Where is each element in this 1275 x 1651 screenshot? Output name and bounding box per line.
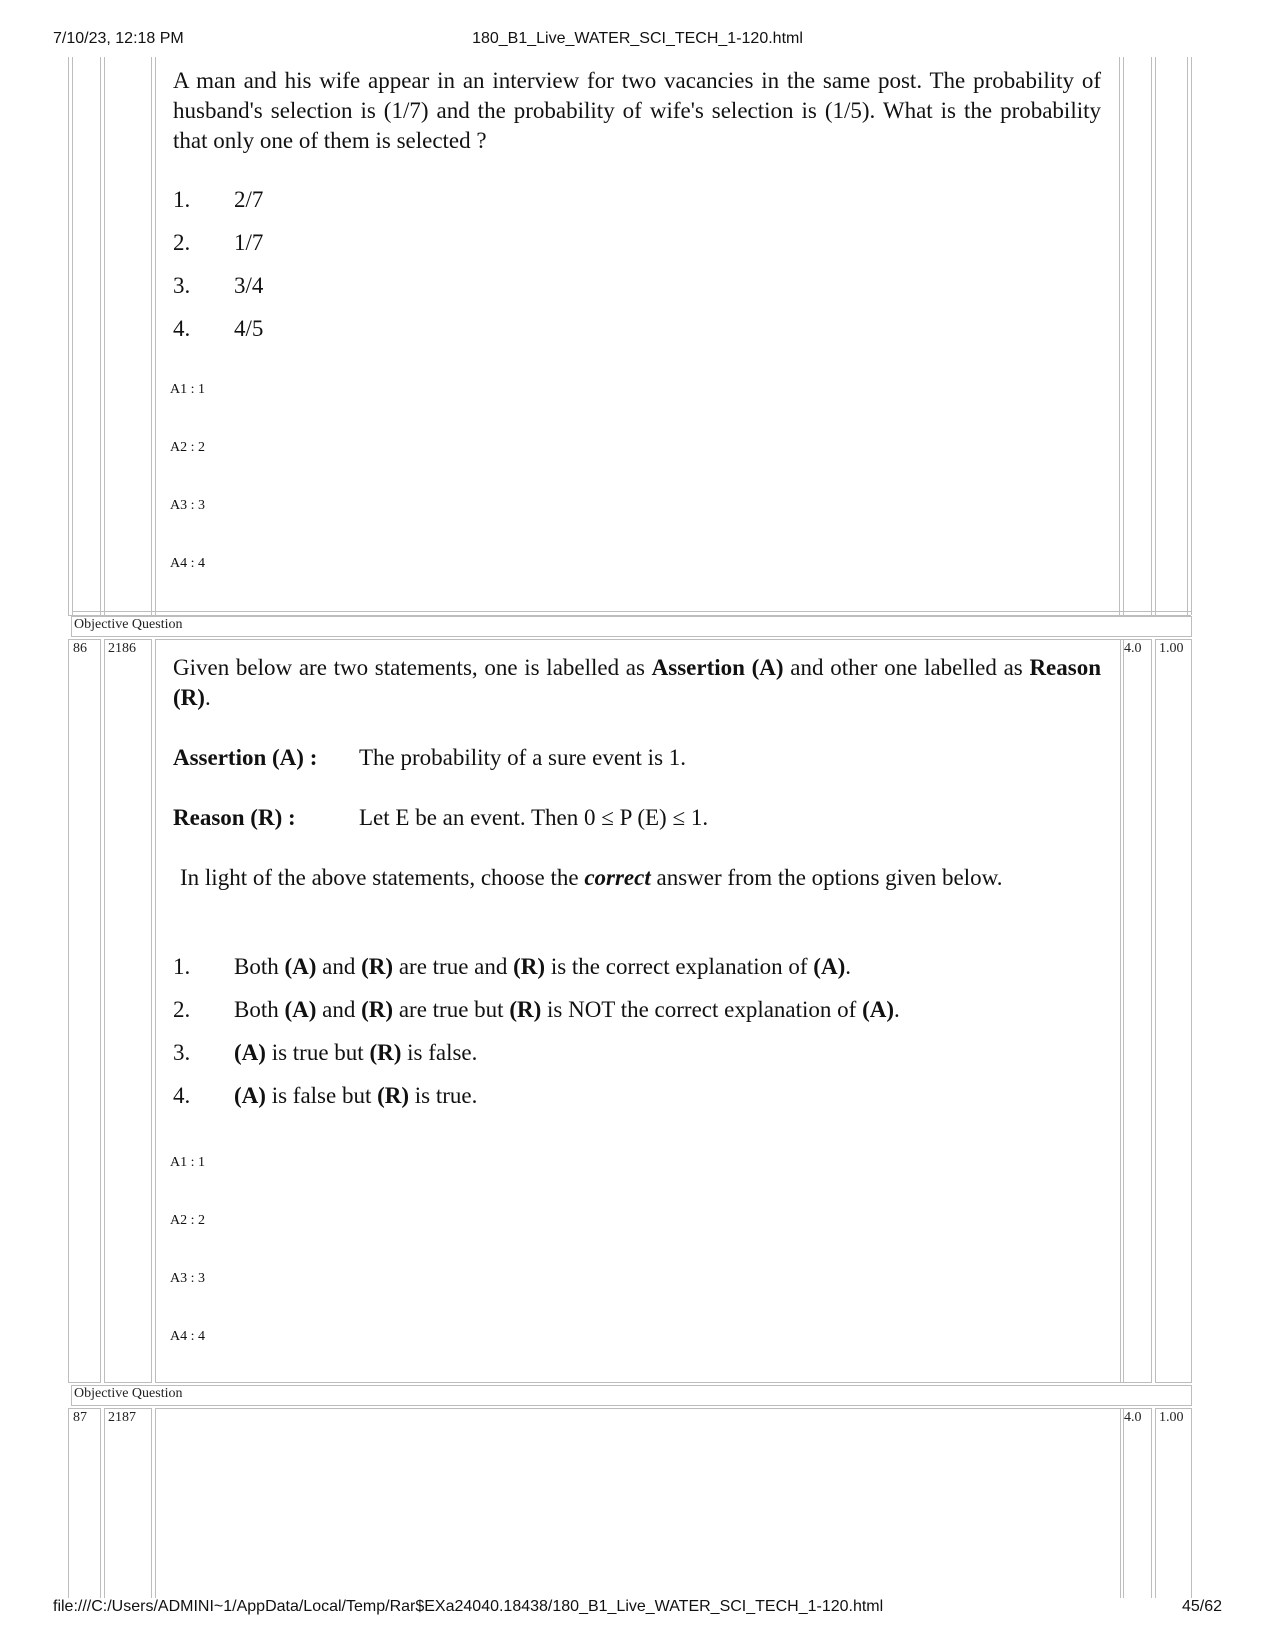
answer-label: A3 : 3 bbox=[170, 498, 205, 513]
option-4: 4. 4/5 bbox=[173, 316, 264, 341]
assertion-statement bbox=[173, 743, 686, 773]
answer-label: A4 : 4 bbox=[170, 556, 205, 571]
question-id: 2187 bbox=[108, 1410, 136, 1425]
question-type-label: Objective Question bbox=[74, 617, 183, 632]
question-id: 2186 bbox=[108, 641, 136, 656]
print-header bbox=[0, 30, 1275, 52]
question-serial: 86 bbox=[73, 641, 87, 656]
question-86-intro: Given below are two statements, one is labelled as Assertion (A) and other one labelled as Reason (R). bbox=[173, 655, 1101, 710]
question-negative-marks: 1.00 bbox=[1159, 641, 1184, 656]
question-negative-marks: 1.00 bbox=[1159, 1410, 1184, 1425]
option-2: 2. Both (A) and (R) are true but (R) is NOT the correct explanation of (A). bbox=[173, 997, 900, 1022]
question-type-row bbox=[71, 1385, 1192, 1406]
option-3: 3. (A) is true but (R) is false. bbox=[173, 1040, 478, 1065]
print-page-title: 180_B1_Live_WATER_SCI_TECH_1-120.html bbox=[472, 30, 803, 47]
option-1: 1. Both (A) and (R) are true and (R) is the correct explanation of (A). bbox=[173, 954, 851, 979]
question-type-label: Objective Question bbox=[74, 1386, 183, 1401]
question-86-instruction: In light of the above statements, choose the correct answer from the options given below. bbox=[180, 865, 1003, 890]
option-3: 3. 3/4 bbox=[173, 273, 264, 298]
option-2: 2. 1/7 bbox=[173, 230, 264, 255]
reason-text: Let E be an event. Then 0 ≤ P (E) ≤ 1. bbox=[359, 805, 709, 830]
reason-statement bbox=[173, 803, 708, 833]
assertion-label: Assertion (A) : bbox=[173, 745, 318, 770]
question-serial: 87 bbox=[73, 1410, 87, 1425]
print-datetime: 7/10/23, 12:18 PM bbox=[53, 30, 184, 47]
print-page-number: 45/62 bbox=[1181, 1598, 1222, 1615]
question-85-text: A man and his wife appear in an interview for two vacancies in the same post. The probability of husband's selection is (1/7) and the probability of wife's selection is (1/5). What is the probability that only one of them is selected ? bbox=[173, 68, 1101, 153]
print-file-path: file:///C:/Users/ADMINI~1/AppData/Local/Temp/Rar$EXa24040.18438/180_B1_Live_WATER_SCI_TECH_1-120.html bbox=[53, 1598, 884, 1615]
question-type-row bbox=[71, 616, 1192, 637]
question-marks: 4.0 bbox=[1124, 1410, 1142, 1425]
question-marks: 4.0 bbox=[1124, 641, 1142, 656]
answer-label: A1 : 1 bbox=[170, 1155, 205, 1170]
option-1: 1. 2/7 bbox=[173, 187, 264, 212]
option-4: 4. (A) is false but (R) is true. bbox=[173, 1083, 478, 1108]
answer-label: A2 : 2 bbox=[170, 1213, 205, 1228]
print-footer bbox=[0, 1598, 1275, 1620]
reason-label: Reason (R) : bbox=[173, 805, 296, 830]
answer-label: A4 : 4 bbox=[170, 1329, 205, 1344]
assertion-text: The probability of a sure event is 1. bbox=[359, 745, 687, 770]
answer-label: A2 : 2 bbox=[170, 440, 205, 455]
answer-label: A3 : 3 bbox=[170, 1271, 205, 1286]
answer-label: A1 : 1 bbox=[170, 382, 205, 397]
